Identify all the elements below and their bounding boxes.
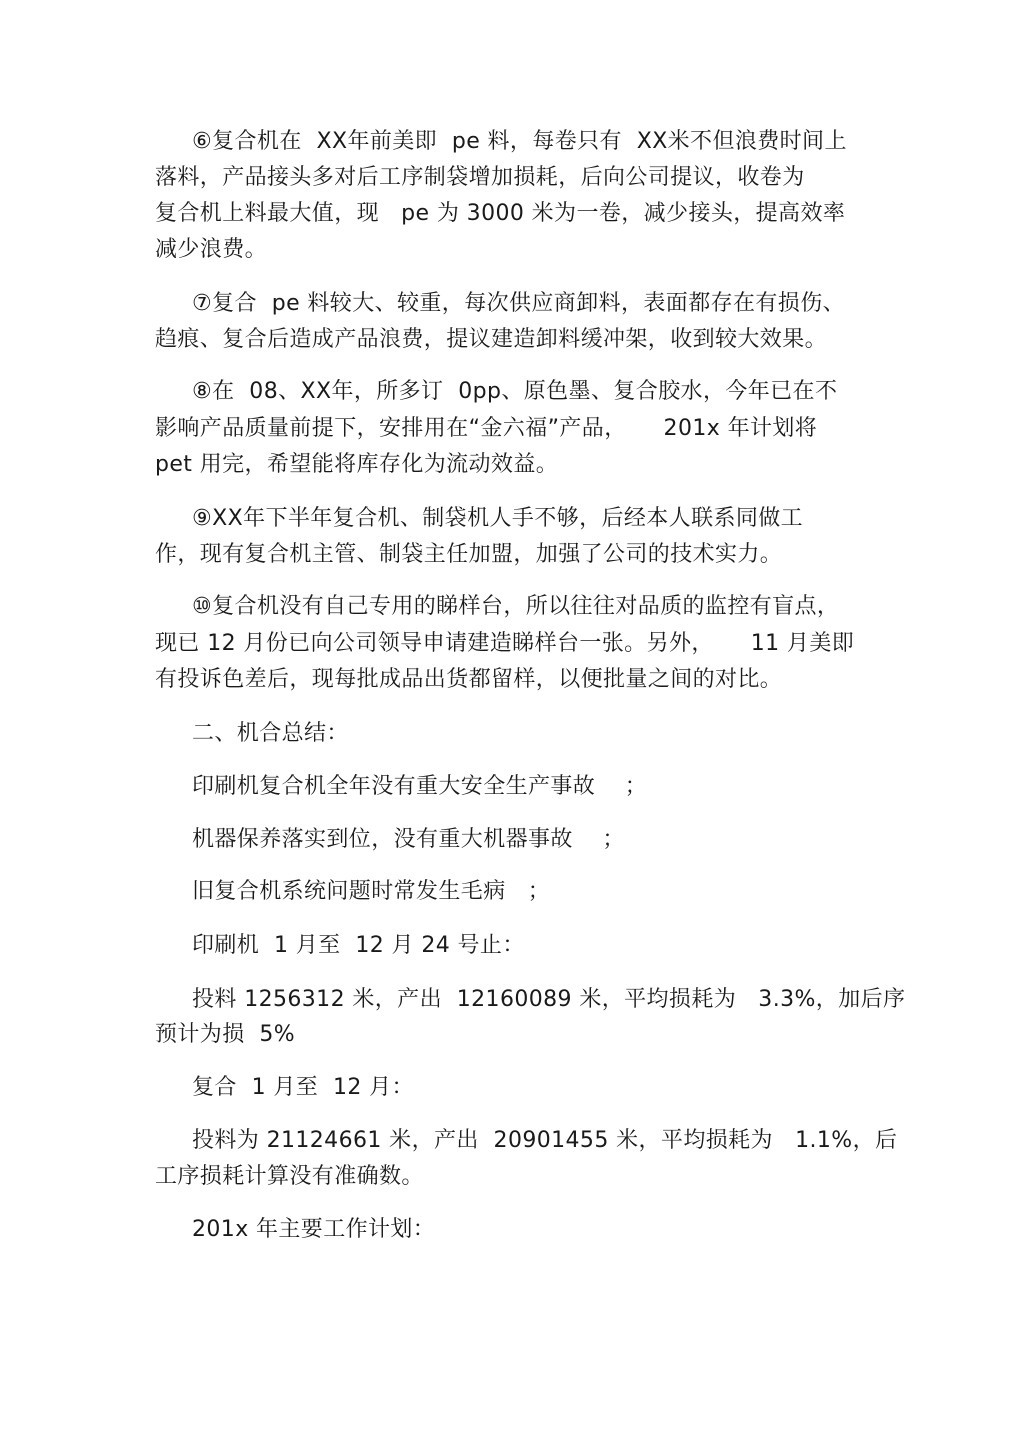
summary-item-1: 印刷机复合机全年没有重大安全生产事故 ； <box>192 774 648 799</box>
summary-item-3: 旧复合机系统问题时常发生毛病 ； <box>192 879 551 904</box>
paragraph-3-line-1: ⑧在 08、XX年，所多订 0pp、原色墨、复合胶水，今年已在不 <box>192 379 838 404</box>
paragraph-4-line-2: 作，现有复合机主管、制袋主任加盟，加强了公司的技术实力。 <box>155 542 783 567</box>
paragraph-1-line-1: ⑥复合机在 XX年前美即 pe 料，每卷只有 XX米不但浪费时间上 <box>192 129 847 154</box>
paragraph-3-line-2: 影响产品质量前提下，安排用在“金六福”产品， 201x 年计划将 <box>155 416 818 441</box>
paragraph-1-line-3: 复合机上料最大值，现 pe 为 3000 米为一卷，减少接头，提高效率 <box>155 201 846 226</box>
paragraph-2-line-2: 趋痕、复合后造成产品浪费，提议建造卸料缓冲架，收到较大效果。 <box>155 327 828 352</box>
laminating-period: 复合 1 月至 12 月： <box>192 1075 414 1100</box>
laminating-stats-line-1: 投料为 21124661 米，产出 20901455 米，平均损耗为 1.1%，后 <box>192 1128 898 1153</box>
paragraph-3-line-3: pet 用完，希望能将库存化为流动效益。 <box>155 452 559 477</box>
paragraph-5-line-2: 现已 12 月份已向公司领导申请建造睇样台一张。另外， 11 月美即 <box>155 631 855 656</box>
paragraph-1-line-2: 落料，产品接头多对后工序制袋增加损耗，后向公司提议，收卷为 <box>155 165 805 190</box>
printing-stats-line-2: 预计为损 5% <box>155 1022 296 1047</box>
paragraph-2-line-1: ⑦复合 pe 料较大、较重，每次供应商卸料，表面都存在有损伤、 <box>192 291 846 316</box>
paragraph-1-line-4: 减少浪费。 <box>155 237 268 262</box>
summary-item-2: 机器保养落实到位，没有重大机器事故 ； <box>192 827 625 852</box>
work-plan-heading: 201x 年主要工作计划： <box>192 1217 436 1242</box>
printing-period: 印刷机 1 月至 12 月 24 号止： <box>192 933 525 958</box>
section-heading: 二、机合总结： <box>192 721 349 746</box>
paragraph-5-line-1: ⑩复合机没有自己专用的睇样台，所以往往对品质的监控有盲点， <box>192 594 840 619</box>
printing-stats-line-1: 投料 1256312 米，产出 12160089 米，平均损耗为 3.3%，加后序 <box>192 987 906 1012</box>
laminating-stats-line-2: 工序损耗计算没有准确数。 <box>155 1164 424 1189</box>
paragraph-4-line-1: ⑨XX年下半年复合机、制袋机人手不够，后经本人联系同做工 <box>192 506 804 531</box>
paragraph-5-line-3: 有投诉色差后，现每批成品出货都留样，以便批量之间的对比。 <box>155 667 783 692</box>
